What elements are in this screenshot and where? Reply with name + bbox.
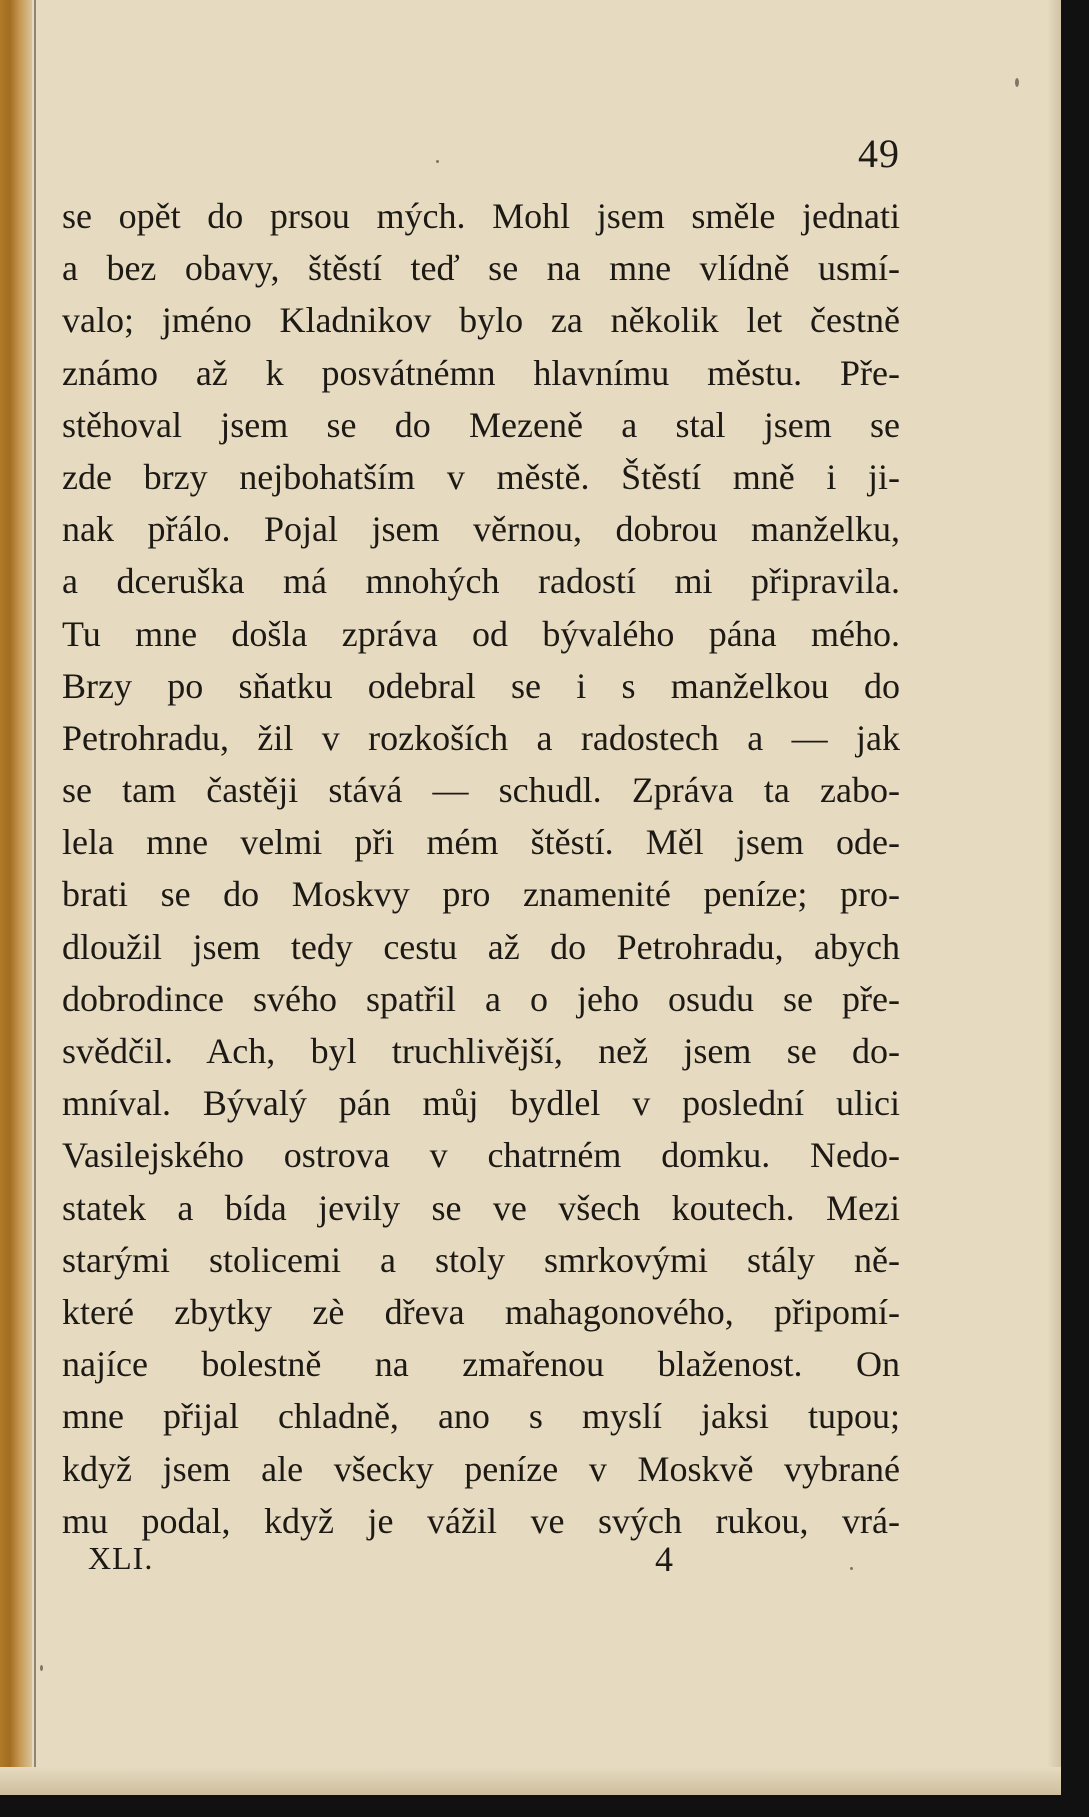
text-line: mne přijal chladně, ano s myslí jaksi tupou;	[62, 1396, 900, 1437]
text-line: statek a bída jevily se ve všech koutech. Mezi	[62, 1187, 900, 1228]
text-line: se tam častěji stává — schudl. Zpráva ta zabo-	[62, 770, 900, 811]
text-line: lela mne velmi při mém štěstí. Měl jsem ode-	[62, 822, 900, 863]
text-line: najíce bolestně na zmařenou blaženost. On	[62, 1344, 900, 1385]
text-line: svědčil. Ach, byl truchlivější, než jsem se do-	[62, 1031, 900, 1071]
gutter-fold-line	[34, 0, 36, 1795]
text-line: se opět do prsou mých. Mohl jsem směle jednati	[62, 196, 900, 236]
text-line: Brzy po sňatku odebral se i s manželkou do	[62, 665, 900, 706]
text-line: Petrohradu, žil v rozkoších a radostech a — jak	[62, 717, 900, 758]
signature-mark: XLI.	[88, 1540, 154, 1576]
text-line: a dceruška má mnohých radostí mi připravila.	[62, 561, 900, 602]
page-bottom-edge	[0, 1767, 1061, 1795]
text-line: stěhoval jsem se do Mezeně a stal jsem se	[62, 404, 900, 445]
text-line: zde brzy nejbohatším v městě. Štěstí mně i ji-	[62, 456, 900, 497]
text-line: valo; jméno Kladnikov bylo za několik let čestně	[62, 300, 900, 341]
sheet-number: 4	[655, 1539, 673, 1579]
text-line: dloužil jsem tedy cestu až do Petrohradu, abych	[62, 926, 900, 967]
paper-speck	[436, 160, 439, 163]
paper-speck	[850, 1567, 853, 1570]
paper-speck	[1015, 78, 1019, 87]
text-line: dobrodince svého spatřil a o jeho osudu se pře-	[62, 978, 900, 1019]
text-line: brati se do Moskvy pro znamenité peníze; pro-	[62, 874, 900, 915]
text-line: známo až k posvátnémn hlavnímu městu. Pře-	[62, 352, 900, 393]
page-right-edge	[1047, 0, 1061, 1795]
binding-gutter	[0, 0, 32, 1795]
text-line: starými stolicemi a stoly smrkovými stály ně-	[62, 1239, 900, 1280]
text-line: nak přálo. Pojal jsem věrnou, dobrou manželku,	[62, 509, 900, 550]
text-line: a bez obavy, štěstí teď se na mne vlídně usmí-	[62, 248, 900, 289]
text-line: Vasilejského ostrova v chatrném domku. Nedo-	[62, 1135, 900, 1176]
text-line: mu podal, když je vážil ve svých rukou, vrá-	[62, 1500, 900, 1541]
text-line: když jsem ale všecky peníze v Moskvě vybrané	[62, 1448, 900, 1489]
body-text	[62, 190, 900, 1547]
text-line: mníval. Bývalý pán můj bydlel v poslední ulici	[62, 1083, 900, 1124]
text-line: které zbytky zè dřeva mahagonového, připomí-	[62, 1291, 900, 1332]
text-line: Tu mne došla zpráva od bývalého pána mého.	[62, 613, 900, 654]
paper-speck	[40, 1665, 43, 1671]
page-number: 49	[858, 131, 900, 176]
